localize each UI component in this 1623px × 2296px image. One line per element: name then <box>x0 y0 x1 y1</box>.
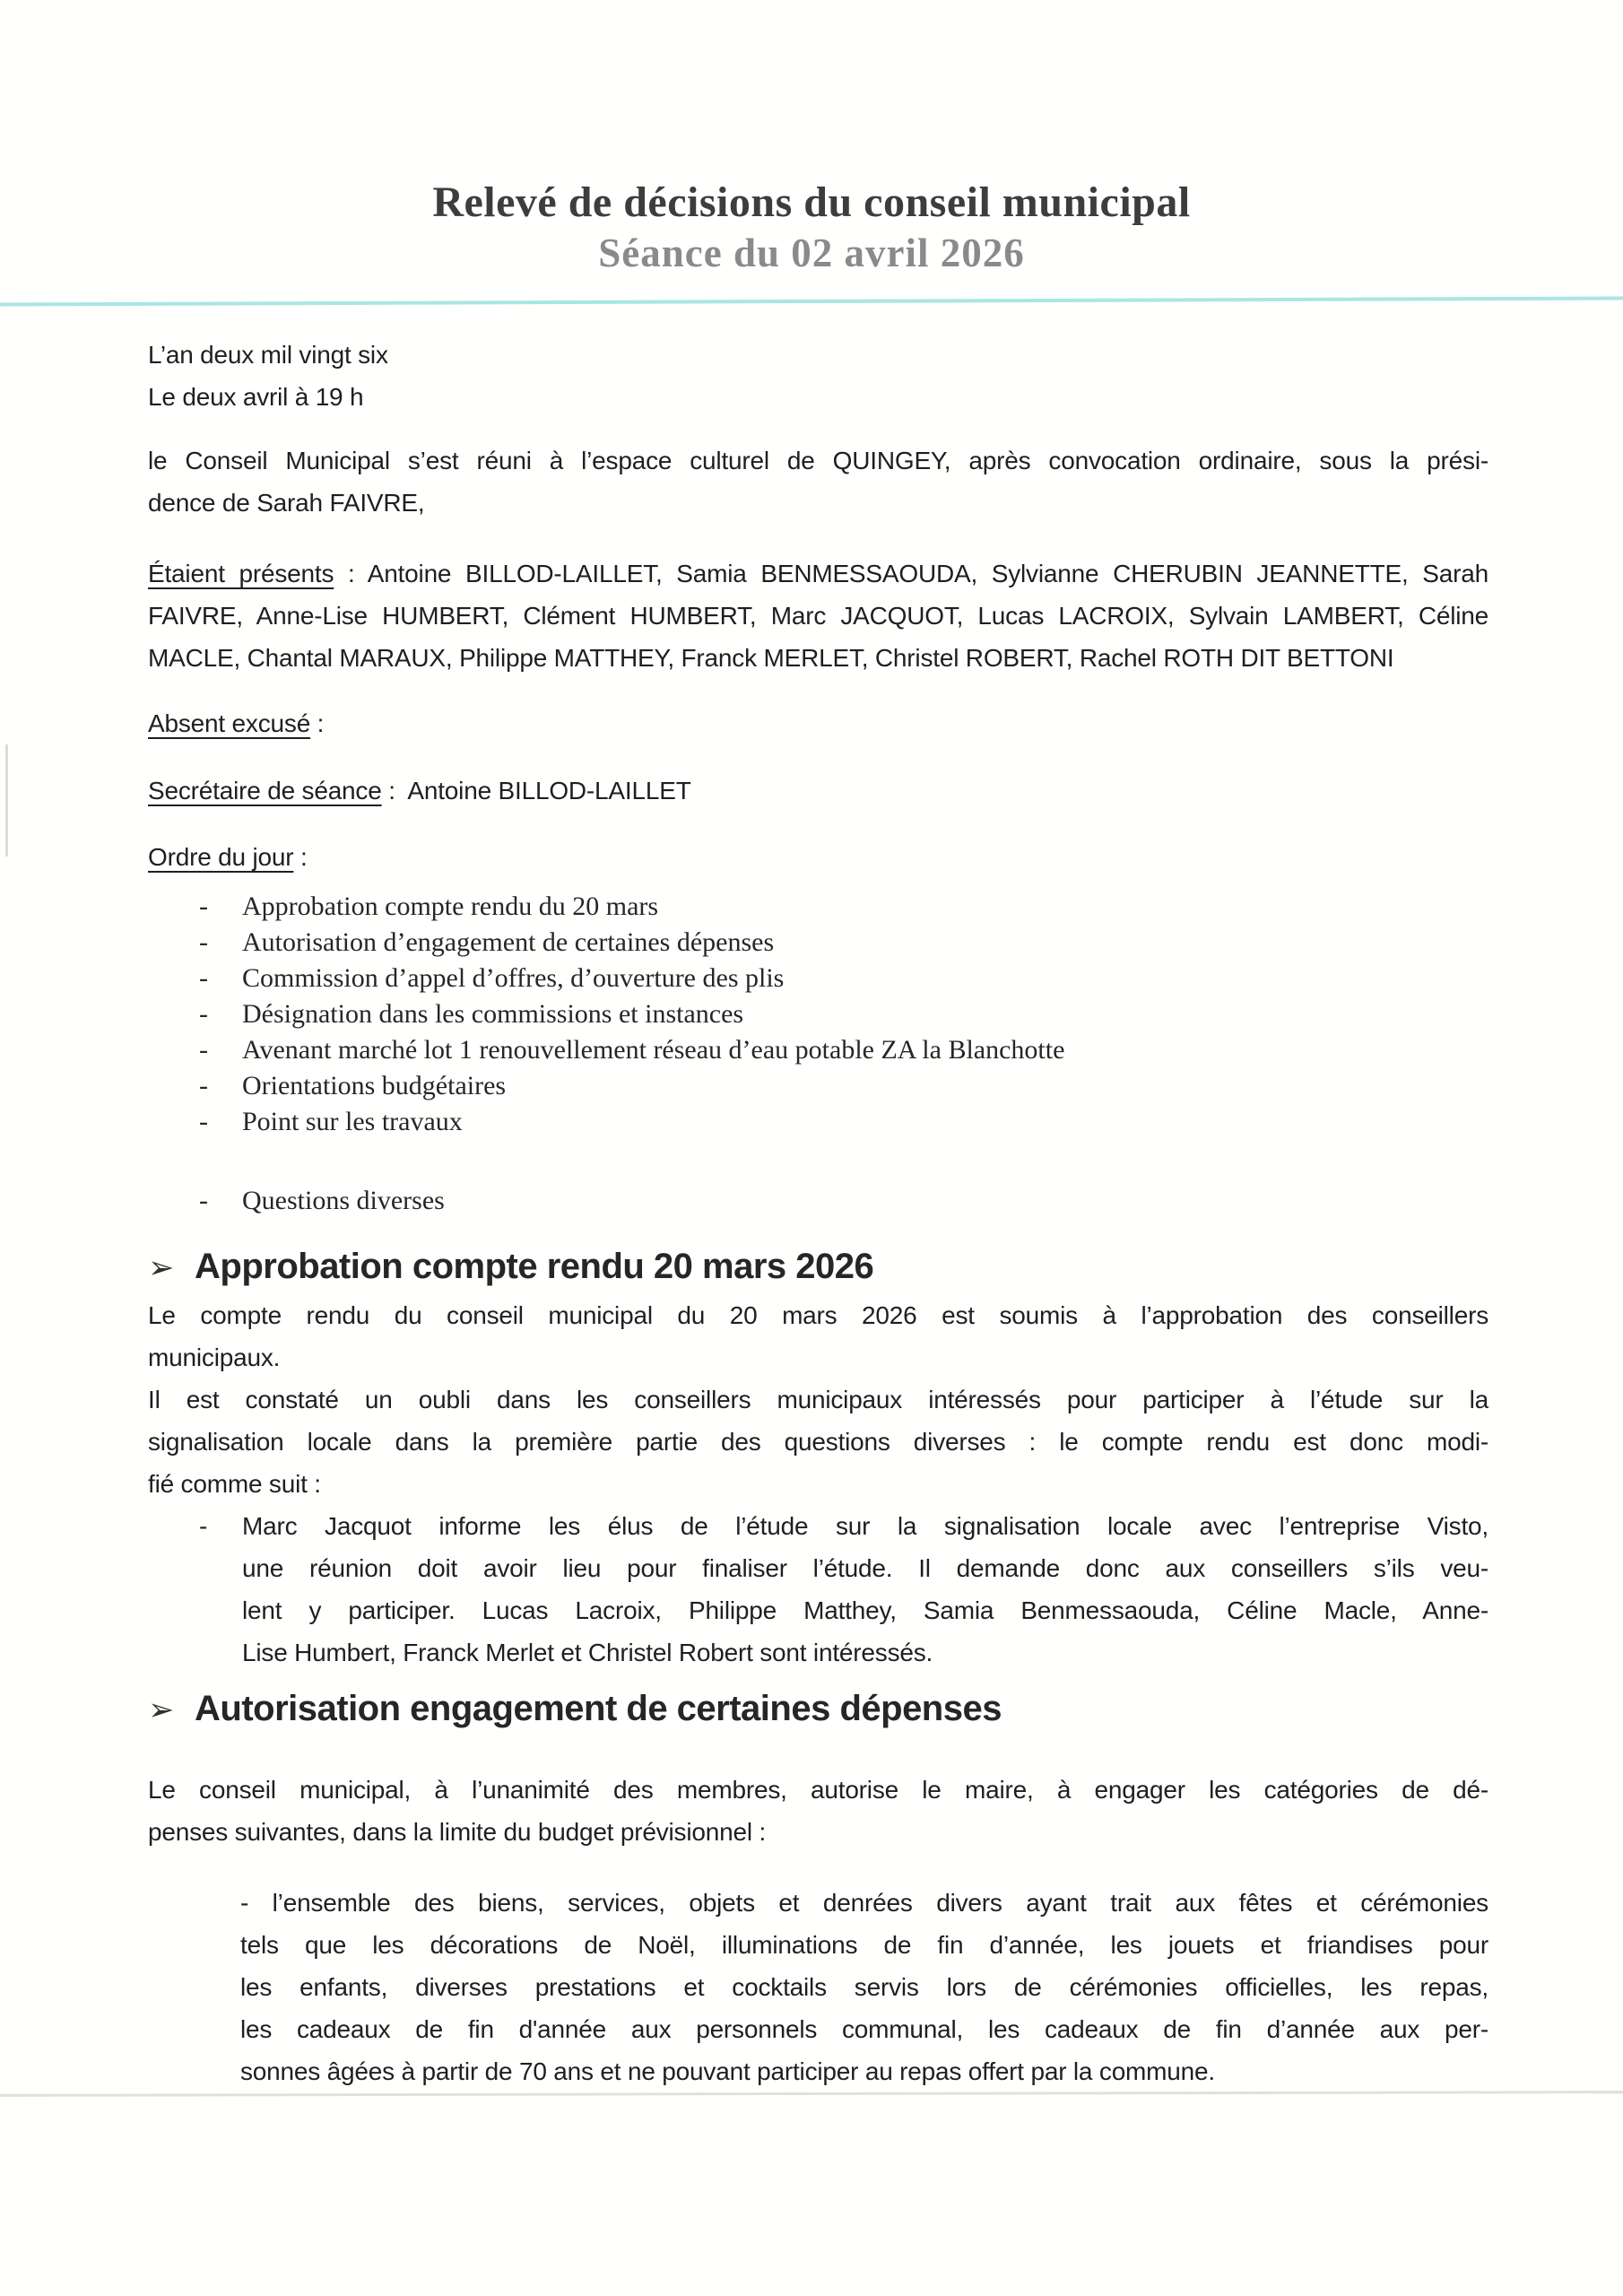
agenda-item <box>148 925 1488 961</box>
expenses-paragraph <box>240 1882 1488 2092</box>
present-paragraph <box>148 552 1488 679</box>
arrow-bullet-icon: ➢ <box>148 1692 174 1727</box>
text-line: une réunion doit avoir lieu pour finaliser l’étude. Il demande donc aux conseillers s’ils veu- <box>242 1554 1488 1582</box>
agenda-item-label: Questions diverses <box>242 1186 445 1215</box>
bullet-text <box>242 1505 1488 1674</box>
text-line: signalisation locale dans la première partie des questions diverses : le compte rendu est donc modi- <box>148 1428 1488 1456</box>
agenda-item <box>148 1068 1488 1104</box>
text-line: les cadeaux de fin d'année aux personnels communal, les cadeaux de fin d’année aux per- <box>240 2015 1488 2043</box>
text-line: le Conseil Municipal s’est réuni à l’espace culturel de QUINGEY, après convocation ordinaire, sous la prési- <box>148 447 1488 474</box>
agenda-item <box>148 889 1488 925</box>
present-names-line2: FAIVRE, Anne-Lise HUMBERT, Clément HUMBERT, Marc JACQUOT, Lucas LACROIX, Sylvain LAMBERT, Céline <box>148 602 1488 630</box>
dash-bullet: - <box>199 963 208 993</box>
section-heading-autorisation <box>148 1686 1488 1733</box>
absent-value: : <box>310 709 325 737</box>
text-line: fié comme suit : <box>148 1470 321 1498</box>
present-names-line1: : Antoine BILLOD-LAILLET, Samia BENMESSAOUDA, Sylvianne CHERUBIN JEANNETTE, Sarah <box>334 560 1488 587</box>
secretary-label: Secrétaire de séance <box>148 777 382 804</box>
dash-bullet: - <box>199 999 208 1029</box>
text-line: - l’ensemble des biens, services, objets et denrées divers ayant trait aux fêtes et cérémonies <box>240 1889 1488 1917</box>
section-heading-label: Approbation compte rendu 20 mars 2026 <box>195 1247 874 1286</box>
text-line: Le conseil municipal, à l’unanimité des membres, autorise le maire, à engager les catégories de dé- <box>148 1776 1488 1804</box>
section-heading-label: Autorisation engagement de certaines dépenses <box>195 1689 1002 1728</box>
absent-label: Absent excusé <box>148 709 311 737</box>
dash-bullet: - <box>199 927 208 957</box>
section1-paragraph1 <box>148 1294 1488 1378</box>
text-line: dence de Sarah FAIVRE, <box>148 489 425 517</box>
agenda-label: Ordre du jour <box>148 843 294 871</box>
dash-bullet: - <box>199 1512 208 1540</box>
agenda-item <box>148 1032 1488 1068</box>
scan-artifact-edge-smudge <box>5 744 8 857</box>
agenda-item <box>148 1183 1488 1219</box>
section2-paragraph1 <box>148 1769 1488 1853</box>
dash-bullet: - <box>199 1071 208 1100</box>
dash-bullet: - <box>199 1186 208 1215</box>
agenda-item-label: Désignation dans les commissions et instances <box>242 999 744 1029</box>
dash-bullet: - <box>199 1035 208 1065</box>
section1-paragraph2 <box>148 1378 1488 1505</box>
document-subtitle: Séance du 02 avril 2026 <box>598 230 1025 275</box>
teal-divider-line <box>0 297 1623 307</box>
absent-paragraph <box>148 702 1488 744</box>
text-line: Il est constaté un oubli dans les conseillers municipaux intéressés pour participer à l’étude sur la <box>148 1386 1488 1413</box>
secretary-value: : Antoine BILLOD-LAILLET <box>381 777 691 804</box>
text-line: sonnes âgées à partir de 70 ans et ne pouvant participer au repas offert par la commune. <box>240 2057 1216 2085</box>
present-names-line3: MACLE, Chantal MARAUX, Philippe MATTHEY, Franck MERLET, Christel ROBERT, Rachel ROTH DIT BETTONI <box>148 644 1394 672</box>
agenda-label-paragraph <box>148 836 1488 878</box>
text-line: Lise Humbert, Franck Merlet et Christel Robert sont intéressés. <box>242 1639 933 1666</box>
section1-bullet-item <box>148 1505 1488 1674</box>
meeting-paragraph <box>148 439 1488 524</box>
agenda-label-colon: : <box>293 843 308 871</box>
agenda-item-label: Commission d’appel d’offres, d’ouverture des plis <box>242 963 785 993</box>
agenda-item-label: Orientations budgétaires <box>242 1071 507 1100</box>
intro-paragraph <box>148 334 1488 418</box>
agenda-item <box>148 1104 1488 1140</box>
document-body <box>0 334 1623 2092</box>
dash-bullet: - <box>199 1107 208 1136</box>
agenda-item-label: Autorisation d’engagement de certaines dépenses <box>242 927 775 957</box>
intro-line-date: Le deux avril à 19 h <box>148 383 364 411</box>
secretary-paragraph <box>148 770 1488 812</box>
text-line: municipaux. <box>148 1344 281 1371</box>
intro-line-year: L’an deux mil vingt six <box>148 341 388 369</box>
text-line: penses suivantes, dans la limite du budget prévisionnel : <box>148 1818 767 1846</box>
present-label: Étaient présents <box>148 560 334 587</box>
agenda-item <box>148 996 1488 1032</box>
arrow-bullet-icon: ➢ <box>148 1250 174 1285</box>
text-line <box>148 552 1488 595</box>
agenda-item-label: Point sur les travaux <box>242 1107 463 1136</box>
text-line: Marc Jacquot informe les élus de l’étude sur la signalisation locale avec l’entreprise Visto, <box>242 1512 1488 1540</box>
section-heading-approbation <box>148 1244 1488 1291</box>
agenda-item-label: Approbation compte rendu du 20 mars <box>242 891 659 921</box>
text-line: lent y participer. Lucas Lacroix, Philippe Matthey, Samia Benmessaouda, Céline Macle, Anne- <box>242 1596 1488 1624</box>
document-title: Relevé de décisions du conseil municipal <box>432 178 1191 226</box>
text-line: tels que les décorations de Noël, illuminations de fin d’année, les jouets et friandises pour <box>240 1931 1488 1959</box>
agenda-item-label: Avenant marché lot 1 renouvellement réseau d’eau potable ZA la Blanchotte <box>242 1035 1065 1065</box>
agenda-list <box>148 889 1488 1219</box>
dash-bullet: - <box>199 891 208 921</box>
text-line: Le compte rendu du conseil municipal du 20 mars 2026 est soumis à l’approbation des conseillers <box>148 1301 1488 1329</box>
agenda-item <box>148 961 1488 996</box>
text-line: les enfants, diverses prestations et cocktails servis lors de cérémonies officielles, les repas, <box>240 1973 1488 2001</box>
